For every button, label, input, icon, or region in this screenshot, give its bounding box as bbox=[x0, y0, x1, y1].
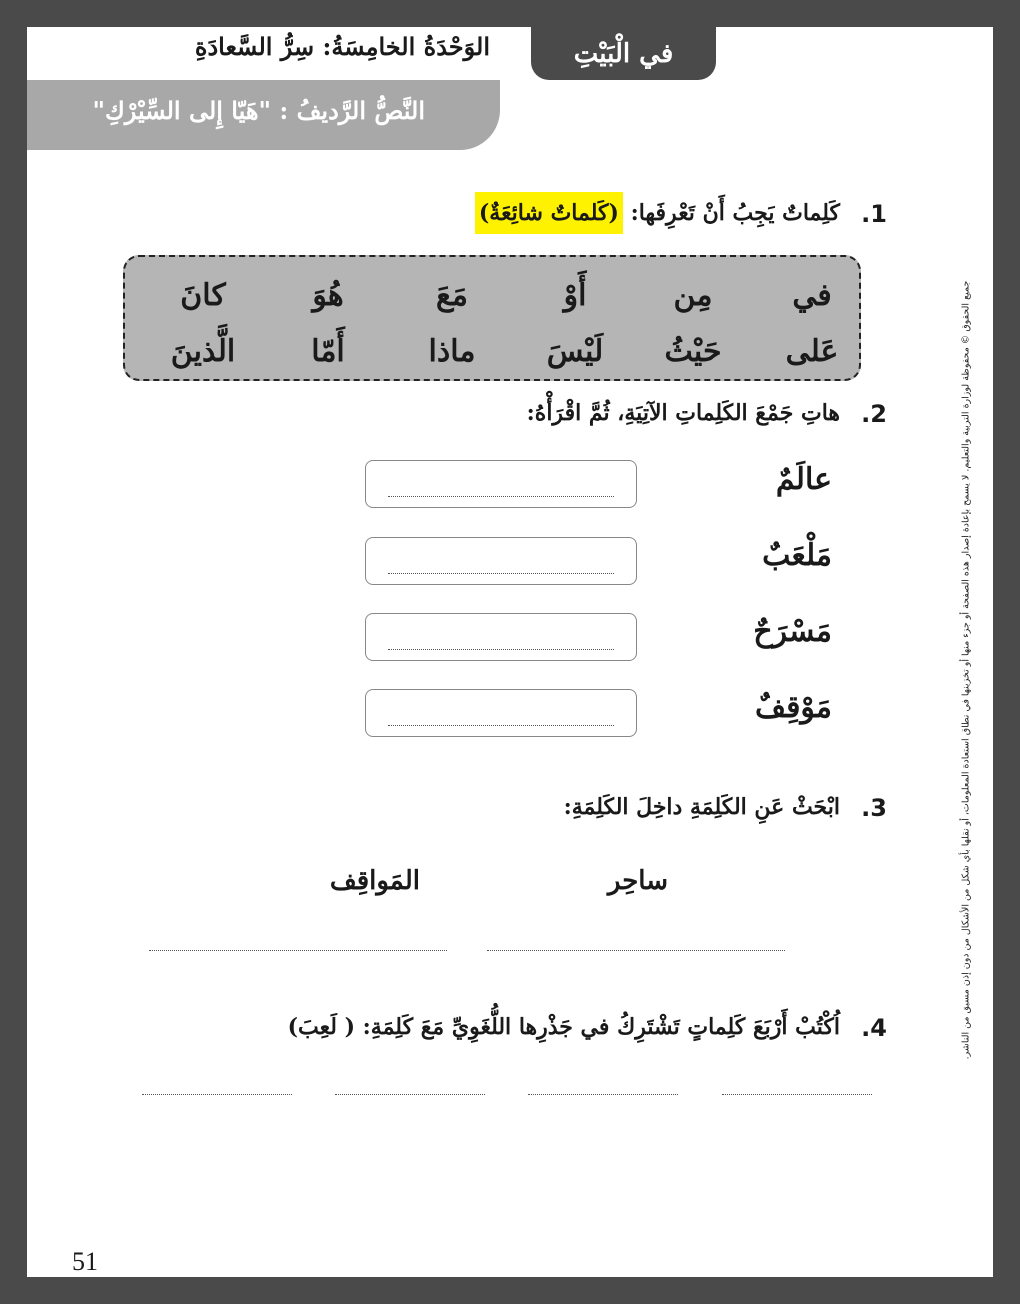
q1-number: .1 bbox=[861, 200, 887, 228]
common-word: الَّذينَ bbox=[170, 334, 236, 369]
answer-line[interactable] bbox=[487, 950, 785, 951]
common-word: كانَ bbox=[180, 278, 226, 313]
common-word: هُوَ bbox=[312, 278, 344, 313]
q1-prompt-text: كَلِماتٌ يَجِبُ أَنْ تَعْرِفَها: bbox=[630, 200, 840, 226]
copyright-text: جميع الحقوق © محفوظة لوزارة التربية والتعليم. لا يسمح بإعادة إصدار هذه الصفحة أو جزء منها أو تخزينها في نطاق استعادة المعلومات، أو نقلها بأي شكل من الأشكال من دون إذن مسبق من الناشر. bbox=[960, 280, 972, 1060]
answer-line[interactable] bbox=[142, 1094, 292, 1095]
common-word: مَعَ bbox=[435, 278, 469, 313]
copyright-notice bbox=[957, 280, 975, 1060]
common-word: في bbox=[792, 278, 832, 313]
q3-prompt: ابْحَثْ عَنِ الكَلِمَةِ داخِلَ الكَلِمَةِ: bbox=[563, 794, 840, 820]
plural-answer-field[interactable] bbox=[365, 613, 637, 661]
plural-answer-field[interactable] bbox=[365, 537, 637, 585]
unit-title: الوَحْدَةُ الخامِسَةُ: سِرُّ السَّعادَةِ bbox=[194, 32, 490, 61]
page-number: 51 bbox=[72, 1247, 98, 1276]
q3-number: .3 bbox=[861, 794, 887, 822]
answer-line[interactable] bbox=[528, 1094, 678, 1095]
q1-prompt bbox=[475, 200, 840, 226]
answer-line[interactable] bbox=[722, 1094, 872, 1095]
q2-number: .2 bbox=[861, 400, 887, 428]
plural-source-word: مَوْقِفٌ bbox=[755, 690, 832, 725]
common-word: أَوْ bbox=[563, 278, 587, 313]
answer-line[interactable] bbox=[335, 1094, 485, 1095]
q2-prompt: هاتِ جَمْعَ الكَلِماتِ الآتِيَةِ، ثُمَّ اقْرَأْهُ: bbox=[526, 400, 840, 426]
plural-source-word: مَسْرَحٌ bbox=[753, 614, 832, 649]
search-word: ساحِر bbox=[607, 866, 668, 896]
common-word: أَمّا bbox=[311, 334, 345, 369]
top-bar bbox=[27, 0, 500, 27]
common-word: لَيْسَ bbox=[546, 334, 604, 369]
text-title: النَّصُّ الرَّديفُ : "هَيّا إِلى السِّيْرْكِ" bbox=[92, 96, 425, 125]
plural-source-word: عالَمٌ bbox=[775, 462, 832, 497]
plural-answer-field[interactable] bbox=[365, 689, 637, 737]
search-word: المَواقِف bbox=[329, 866, 420, 896]
q1-highlight: (كَلماتٌ شائِعَةٌ) bbox=[475, 192, 623, 234]
answer-line[interactable] bbox=[149, 950, 447, 951]
tab-label: في الْبَيْتِ bbox=[573, 38, 674, 69]
q4-number: .4 bbox=[861, 1014, 887, 1042]
plural-answer-field[interactable] bbox=[365, 460, 637, 508]
common-word: عَلى bbox=[785, 334, 839, 369]
common-word: حَيْثُ bbox=[664, 334, 722, 369]
common-word: ماذا bbox=[428, 334, 476, 369]
tab-at-home bbox=[531, 27, 716, 80]
plural-source-word: مَلْعَبٌ bbox=[762, 538, 832, 573]
q4-prompt: اُكْتُبْ أَرْبَعَ كَلِماتٍ تَشْتَرِكُ في جَذْرِها اللُّغَوِيِّ مَعَ كَلِمَةِ: ( لَعِبَ) bbox=[287, 1014, 840, 1040]
common-word: مِن bbox=[673, 278, 713, 313]
